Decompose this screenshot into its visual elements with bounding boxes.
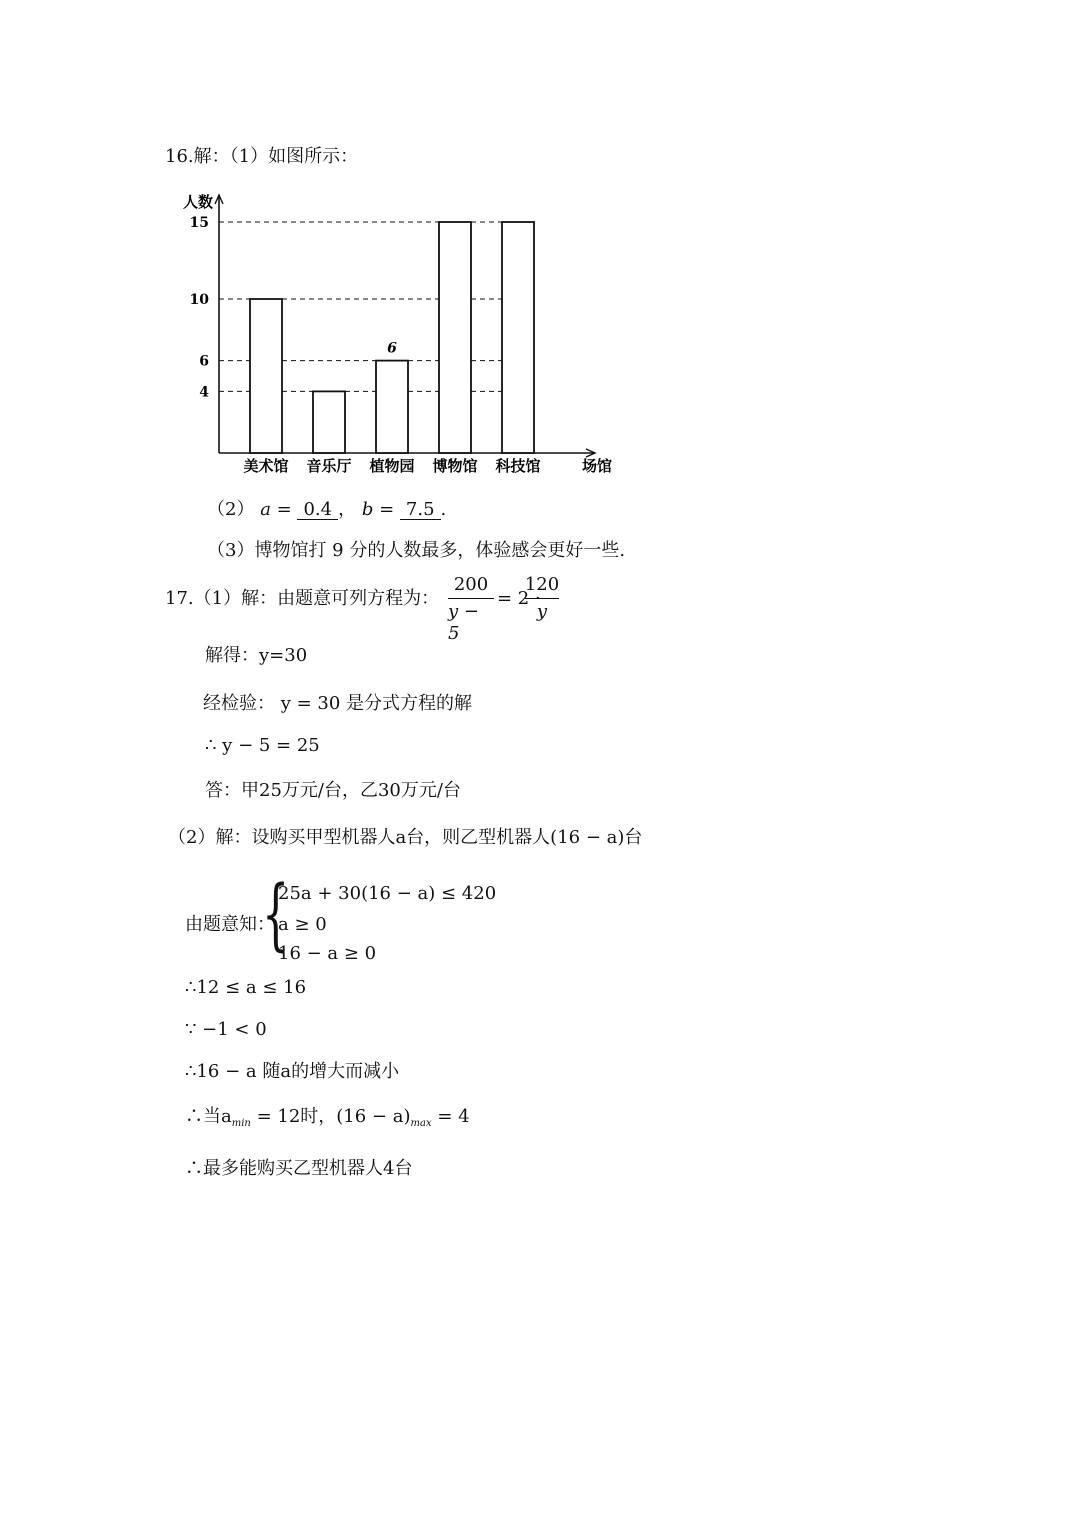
system-row-2: a ≥ 0 — [278, 914, 327, 935]
bar-chart — [175, 185, 615, 485]
y-tick-6: 6 — [199, 353, 209, 370]
comma: ， — [338, 499, 357, 520]
den1: y − 5 — [448, 601, 479, 644]
x-tick-博物馆: 博物馆 — [432, 457, 478, 475]
s4-sub-max: max — [410, 1118, 432, 1129]
answer-line: 答：甲25万元/台，乙30万元/台 — [205, 780, 461, 801]
b-value: 7.5 — [400, 501, 441, 520]
step-4 — [185, 1106, 470, 1135]
b-label: b = — [361, 499, 395, 520]
y-tick-10: 10 — [189, 292, 209, 308]
a-value: 0.4 — [297, 501, 338, 520]
solve-line: 解得：y=30 — [205, 645, 308, 666]
system-label: 由题意知： — [185, 914, 275, 935]
check-body: y = 30 是分式方程的解 — [280, 693, 473, 714]
x-tick-美术馆: 美术馆 — [243, 457, 289, 475]
bar-科技馆 — [502, 222, 534, 453]
left-brace: { — [262, 870, 290, 960]
num1: 200 — [453, 574, 489, 595]
s4-pre: ∴当a — [185, 1106, 232, 1127]
s4-mid: = 12时，(16 − a) — [250, 1106, 411, 1127]
check-prefix: 经检验： — [203, 693, 275, 714]
step-1: ∴12 ≤ a ≤ 16 — [185, 977, 307, 998]
bar-植物园 — [376, 361, 408, 453]
eq-mid: = 2 · — [497, 588, 541, 609]
bar-美术馆 — [250, 299, 282, 453]
x-tick-音乐厅: 音乐厅 — [306, 457, 352, 475]
step-5: ∴最多能购买乙型机器人4台 — [185, 1158, 413, 1179]
y-tick-15: 15 — [189, 215, 209, 231]
x-tick-科技馆: 科技馆 — [495, 457, 541, 475]
q16-part2 — [207, 499, 446, 521]
bar-音乐厅 — [313, 391, 345, 453]
q16-part3: （3）博物馆打 9 分的人数最多，体验感会更好一些. — [207, 540, 626, 561]
part2-line: （2）解：设购买甲型机器人a台，则乙型机器人(16 − a)台 — [168, 827, 643, 848]
therefore-line: ∴ y − 5 = 25 — [205, 735, 320, 756]
step-2: ∵ −1 < 0 — [185, 1019, 267, 1040]
den2: y — [536, 601, 548, 622]
part2-prefix: （2） — [207, 499, 255, 520]
y-axis-label: 人数 — [182, 193, 213, 211]
a-label: a = — [260, 499, 292, 520]
x-axis-label: 场馆 — [581, 457, 613, 475]
step-3: ∴16 − a 随a的增大而减小 — [185, 1061, 400, 1082]
s4-end: = 4 — [431, 1106, 470, 1127]
q16-heading: 16.解：（1）如图所示： — [165, 146, 359, 167]
data-label-植物园: 6 — [387, 340, 397, 357]
check-line — [203, 693, 472, 715]
fraction-left — [448, 574, 494, 645]
fraction-right — [525, 574, 559, 623]
system-row-3: 16 − a ≥ 0 — [278, 943, 377, 964]
period: . — [440, 499, 447, 520]
x-tick-植物园: 植物园 — [369, 457, 415, 475]
system-row-1: 25a + 30(16 − a) ≤ 420 — [278, 883, 497, 904]
q17-heading: 17.（1）解：由题意可列方程为： — [165, 588, 440, 609]
s4-sub-min: min — [231, 1118, 251, 1129]
bar-博物馆 — [439, 222, 471, 453]
num2: 120 — [524, 574, 560, 595]
y-tick-4: 4 — [199, 384, 209, 401]
